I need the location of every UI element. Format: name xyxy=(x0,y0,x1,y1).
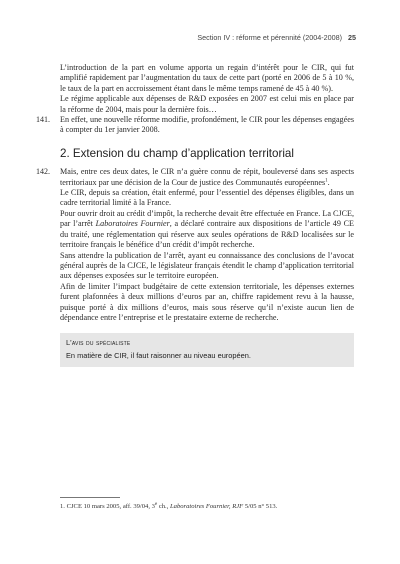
numbered-item-142 xyxy=(36,167,354,323)
item-number: 141. xyxy=(36,115,50,125)
paragraph: Sans attendre la publication de l’arrêt, ayant eu connaissance des conclusions de l’avocat général auprès de la CJCE, le législateur français étendit le champ d’application territorial aux dépenses exposées sur le territoire européen. xyxy=(60,250,354,281)
page-number: 25 xyxy=(348,33,356,42)
footnote-ref[interactable]: 1 xyxy=(325,177,328,183)
paragraph: En effet, une nouvelle réforme modifie, profondément, le CIR pour les dépenses engagées à compter du 1er janvier 2008. xyxy=(60,115,354,135)
section-heading: 2. Extension du champ d’application territorial xyxy=(60,146,294,160)
case-name: Laboratoires Fournier xyxy=(95,219,170,229)
box-title: L’avis du spécialiste xyxy=(66,338,131,348)
running-header xyxy=(197,33,356,42)
footnote: 1. CJCE 10 mars 2005, aff. 39/04, 3e ch., Laboratoires Fournier, RJF 5/05 n° 513. xyxy=(60,501,278,510)
item-number: 142. xyxy=(36,167,50,177)
expert-opinion-box xyxy=(60,333,354,367)
header-section-title: Section IV : réforme et pérennité (2004-2008) xyxy=(197,33,342,42)
paragraph: Le CIR, depuis sa création, était enfermé, pour l’essentiel des dépenses éligibles, dans un cadre territorial limité à la France. xyxy=(60,188,354,208)
paragraph: Le régime applicable aux dépenses de R&D exposées en 2007 est celui mis en place par la réforme de 2004, mais pour la dernière fois… xyxy=(60,94,354,114)
numbered-item-141 xyxy=(36,115,354,136)
paragraph: Pour ouvrir droit au crédit d’impôt, la recherche devait être effectuée en France. La CJCE, par l’arrêt Laboratoires Fournier, a déclaré contraire aux dispositions de l’article 49 CE du traité, une réglementation qui réserve aux seules opérations de R&D localisées sur le territoire français le bénéfice d’un crédit d’impôt recherche. xyxy=(60,208,354,250)
paragraph: Afin de limiter l’impact budgétaire de cette extension territoriale, les dépenses externes furent plafonnées à deux millions d’euros par an, chiffre rapidement revu à la hausse, puisque porté à dix millions d’euros, mais sous réserve qu’il n’existe aucun lien de dépendance entre l’entreprise et le prestataire externe de recherche. xyxy=(60,281,354,322)
box-text: En matière de CIR, il faut raisonner au niveau européen. xyxy=(66,350,251,360)
footnote-divider xyxy=(60,497,120,498)
paragraph: Mais, entre ces deux dates, le CIR n’a guère connu de répit, bouleversé dans ses aspects territoriaux par une décision de la Cour de justice des Communautés européennes$^1$. xyxy=(60,167,354,187)
main-text xyxy=(36,63,354,367)
paragraph: L’introduction de la part en volume apporta un regain d’intérêt pour le CIR, qui fut amplifié rapidement par l’augmentation du taux de cette part (porté en 2006 de 5 à 10 %, le taux de la part en accroissement étant dans le même temps ramené de 45 à 40 %). xyxy=(60,63,354,93)
